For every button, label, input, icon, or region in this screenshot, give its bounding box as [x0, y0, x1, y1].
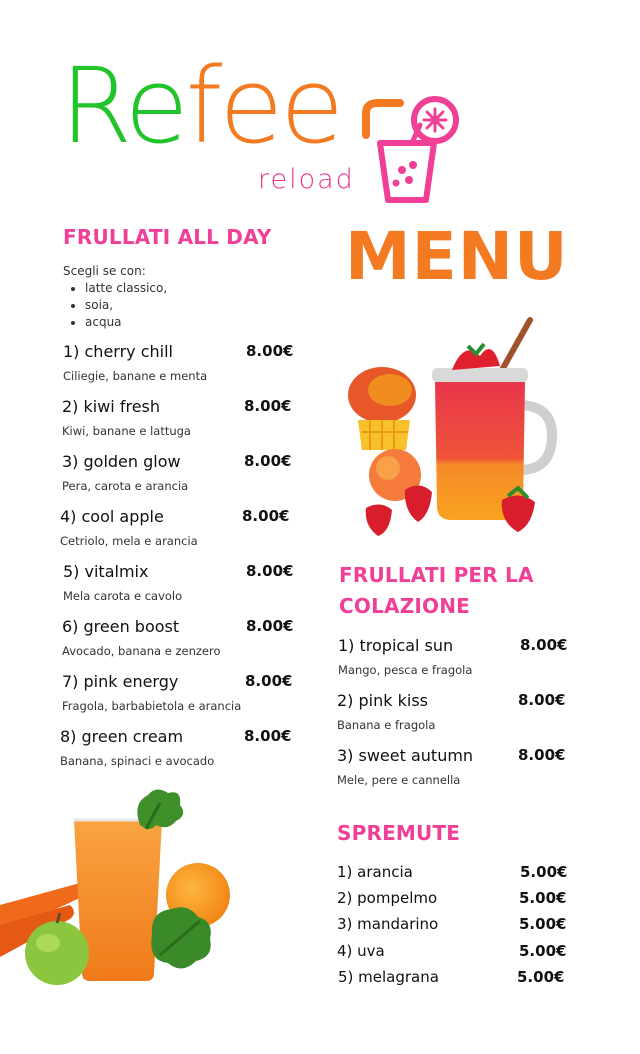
item-price: 5.00€ [519, 889, 567, 907]
milk-options [63, 263, 167, 331]
item-description: Mango, pesca e fragola [338, 663, 473, 677]
item-price: 8.00€ [246, 617, 294, 635]
item-name: 5) melagrana [338, 968, 439, 986]
item-name: 4) cool apple [60, 507, 164, 526]
item-price: 5.00€ [519, 942, 567, 960]
options-intro: Scegli se con: [63, 264, 146, 278]
item-name: 4) uva [337, 942, 385, 960]
section-title-line1: FRULLATI PER LA [339, 563, 534, 587]
item-name: 2) pompelmo [337, 889, 438, 907]
item-price: 8.00€ [242, 507, 290, 525]
item-description: Banana e fragola [337, 718, 436, 732]
carrot-orange-smoothie-illustration [0, 785, 240, 995]
item-price: 8.00€ [518, 691, 566, 709]
section-title-spremute: SPREMUTE [337, 821, 461, 845]
brand-logo [60, 45, 342, 167]
item-price: 5.00€ [519, 915, 567, 933]
item-name: 2) kiwi fresh [62, 397, 161, 416]
brand-subtitle: reload [258, 164, 355, 195]
item-name: 3) sweet autumn [337, 746, 474, 765]
item-name: 1) arancia [337, 863, 413, 881]
item-price: 8.00€ [244, 397, 292, 415]
item-name: 7) pink energy [62, 672, 179, 691]
item-price: 5.00€ [517, 968, 565, 986]
item-name: 1) tropical sun [338, 636, 454, 655]
item-description: Ciliegie, banane e menta [63, 369, 208, 383]
menu-title: MENU [345, 218, 569, 295]
options-list [63, 280, 167, 331]
logo-text-re: Re [60, 45, 186, 167]
option-item: • soia, [85, 297, 167, 314]
item-price: 8.00€ [246, 562, 294, 580]
item-price: 5.00€ [520, 863, 568, 881]
section-title-frullati-colazione [339, 560, 534, 622]
item-name: 1) cherry chill [63, 342, 173, 361]
option-item: • latte classico, [85, 280, 167, 297]
item-price: 8.00€ [518, 746, 566, 764]
item-price: 8.00€ [246, 342, 294, 360]
item-price: 8.00€ [244, 727, 292, 745]
smoothie-cup-logo-icon [360, 95, 470, 205]
item-description: Avocado, banana e zenzero [62, 644, 221, 658]
item-description: Fragola, barbabietola e arancia [62, 699, 242, 713]
item-price: 8.00€ [520, 636, 568, 654]
item-name: 6) green boost [62, 617, 180, 636]
item-name: 3) mandarino [337, 915, 439, 933]
item-description: Kiwi, banane e lattuga [62, 424, 191, 438]
item-description: Mela carota e cavolo [63, 589, 183, 603]
item-description: Pera, carota e arancia [62, 479, 189, 493]
option-item: • acqua [85, 314, 167, 331]
item-name: 3) golden glow [62, 452, 181, 471]
section-title-line2: COLAZIONE [339, 594, 471, 618]
item-description: Mele, pere e cannella [337, 773, 461, 787]
item-description: Banana, spinaci e avocado [60, 754, 215, 768]
item-name: 5) vitalmix [63, 562, 149, 581]
item-description: Cetriolo, mela e arancia [60, 534, 198, 548]
item-price: 8.00€ [244, 452, 292, 470]
strawberry-mango-smoothie-illustration [340, 310, 570, 540]
item-name: 2) pink kiss [337, 691, 428, 710]
logo-text-fee: fee [185, 45, 342, 167]
item-name: 8) green cream [60, 727, 184, 746]
item-price: 8.00€ [245, 672, 293, 690]
section-title-frullati-all-day: FRULLATI ALL DAY [63, 225, 272, 249]
